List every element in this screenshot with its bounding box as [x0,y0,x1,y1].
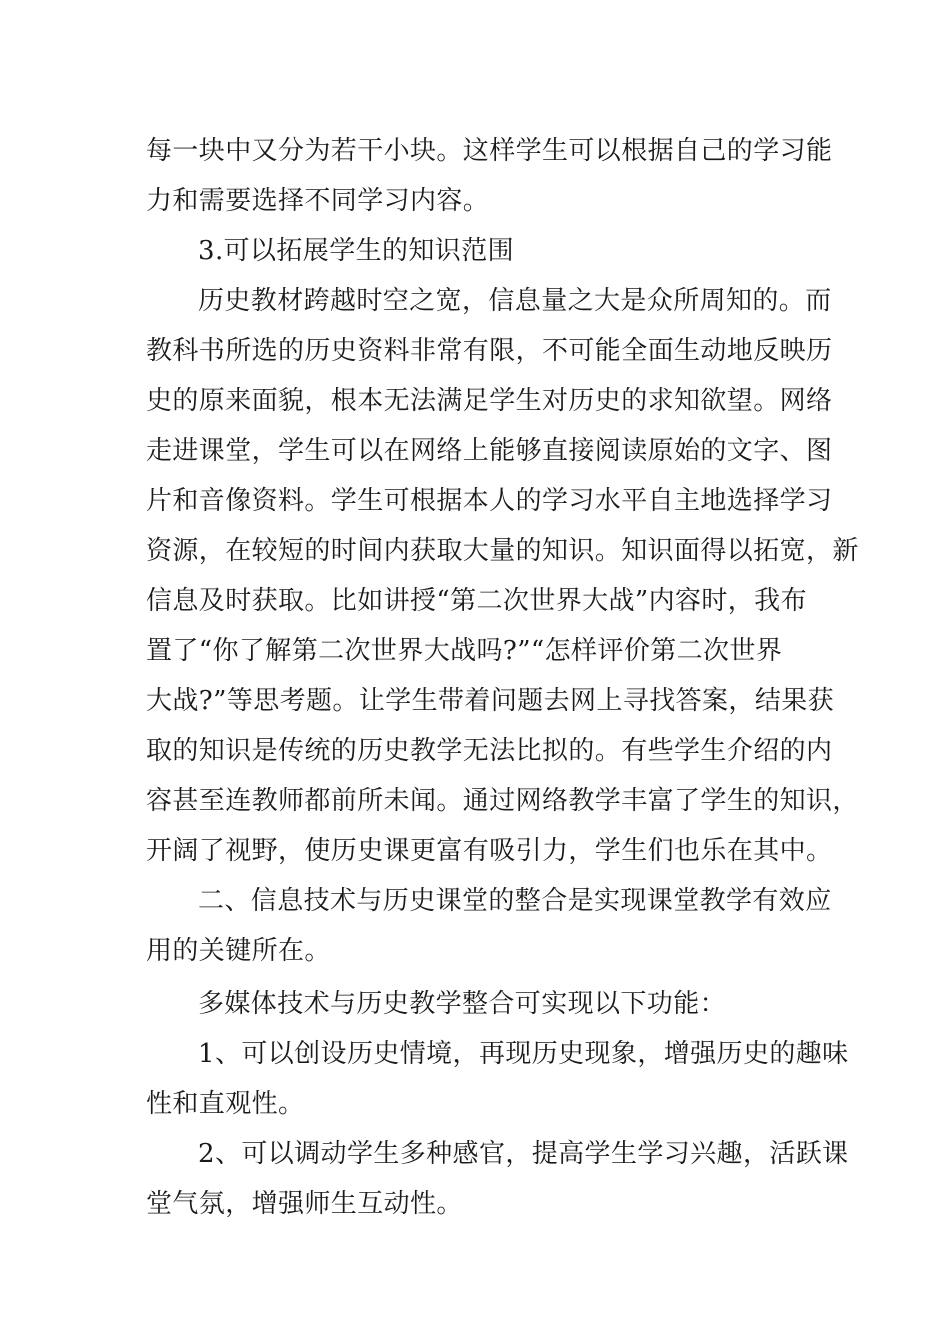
text-line: 取的知识是传统的历史教学无法比拟的。有些学生介绍的内 [146,736,833,766]
text-line: 资源，在较短的时间内获取大量的知识。知识面得以拓宽，新 [146,536,859,566]
text-line: 历史教材跨越时空之宽，信息量之大是众所周知的。而 [198,286,832,316]
text-line: 教科书所选的历史资料非常有限，不可能全面生动地反映历 [146,336,833,366]
text-line: 大战?”等思考题。让学生带着问题去网上寻找答案，结果获 [146,686,835,716]
text-line: 开阔了视野，使历史课更富有吸引力，学生们也乐在其中。 [146,836,833,866]
list-item: 1、可以创设历史情境，再现历史现象，增强历史的趣味 [198,1039,849,1069]
text-line: 信息及时获取。比如讲授“第二次世界大战”内容时，我布 [146,586,807,616]
text-line: 走进课堂，学生可以在网络上能够直接阅读原始的文字、图 [146,436,833,466]
text-line: 置了“你了解第二次世界大战吗?”“怎样评价第二次世界 [146,636,783,666]
text-line: 片和音像资料。学生可根据本人的学习水平自主地选择学习 [146,486,833,516]
list-item: 2、可以调动学生多种感官，提高学生学习兴趣，活跃课 [198,1139,849,1169]
text-line: 用的关键所在。 [146,936,331,966]
section-heading: 二、信息技术与历史课堂的整合是实现课堂教学有效应 [198,886,832,916]
text-line: 性和直观性。 [146,1089,305,1119]
text-line: 容甚至连教师都前所未闻。通过网络教学丰富了学生的知识， [146,786,859,816]
text-line: 每一块中又分为若干小块。这样学生可以根据自己的学习能 [146,136,833,166]
text-line: 史的原来面貌，根本无法满足学生对历史的求知欲望。网络 [146,386,833,416]
text-line: 多媒体技术与历史教学整合可实现以下功能： [198,989,727,1019]
text-line: 堂气氛，增强师生互动性。 [146,1189,463,1219]
text-line: 力和需要选择不同学习内容。 [146,186,490,216]
section-heading: 3.可以拓展学生的知识范围 [198,236,515,266]
